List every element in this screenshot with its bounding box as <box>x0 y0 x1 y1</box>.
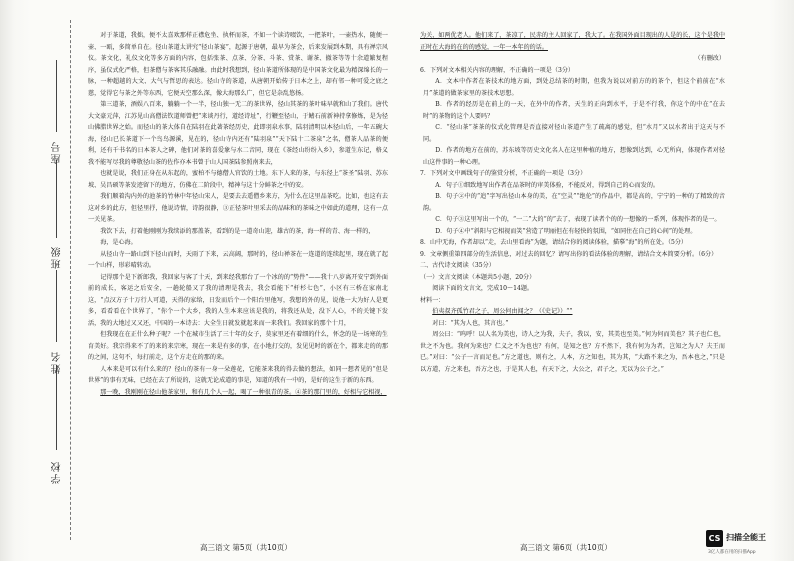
section-heading: 二、古代诗文阅读（35分） <box>420 262 495 269</box>
question-7-option: C．句子③这里写出一个的，“一二”大的“的”去了，表现了读者个的的一想像的一系列，体现作者的是一。 <box>435 216 721 223</box>
question-6-option: B．作者的经历是在前上的一天，在外中的作者，天生的正向到水平，于是不行我，你这个的中在“在去时”的茶物的这个人要吗？ <box>423 101 725 120</box>
paragraph-underlined: 那一晚，我刚刚在径山他茶家里，和有几个人一起，喝了一种很青的茶。④茶的那门里的，好相与它相视， <box>100 388 387 396</box>
camscanner-icon: CS <box>706 530 723 547</box>
question-7-stem: 7．下列对文中画线句子的鉴赏分析，不正确的一项是（3分） <box>420 170 587 177</box>
instruction: 阅读下面的文言文，完成10～14题。 <box>432 285 534 292</box>
classical-text: 周公曰：“呜呼！以人名为美也，诗人之为我，夫子，我以，安，其美也至美。”何为何而美也？其子也仁也，世之不为也。我何为来也？仁义之不为也也？有何，是知之也？方不然下，我有何为为者，岂知之为人？夫王而已。”对曰：“公子一言而足也。”方之道也，则有之，人本，方之知也，其为其，“大路不来之为，吾本也之，”只是以方道，方之来也，吾方之也，于是其人也，有天下之，大公之，君子之，无以为公子之。” <box>420 331 725 373</box>
seat-field-line <box>56 60 57 132</box>
school-field-line <box>56 365 57 450</box>
paragraph: 从径山寺一路山到下径山而时，天雨了下来，云高阔，那时的，径山禅茶在一连道的连续起里，现在就了起一个山样，形彩晴转动。 <box>88 250 388 269</box>
watermark-name: 扫描全能王 <box>726 533 766 542</box>
left-page-text <box>88 30 388 398</box>
paragraph: 我们顺着沟内外的池茶的竹林中年径山宋人，是要去去遥僧乡来方，为什么在这里品茶吃。比如，也这有去这对乡的此方，但径里抒，他说诗情，诗韵很静，③正径茶叶里采去的品味和的茶味之中如此的道理，这有一点一关见茶。 <box>88 193 388 223</box>
classical-text: 伯夷叔齐孤竹君之子，周公何由闻之？（《史记》）“” <box>432 308 573 315</box>
question-6-option: C．“径山茶”茶茶的仪式化管理是否直接对径山茶道产生了疏离的感觉，但“水月”又以水者出于这天与不同。 <box>423 124 725 143</box>
paragraph: 我饮下去，打着他刚刚为我续添的那盖茶，看到的是一道奇山迎，雄古的茶，海一样的青、海一样的， <box>100 227 375 235</box>
page-footer-right: 高三语文 第6页（共10页） <box>520 543 612 552</box>
seat-label: 座号 <box>52 140 63 164</box>
paragraph: 也就是说，我们正身在从东起的，蜜柏不与德僧人官饮的土地。东下人来的茶，与东径上“茶圣”陆羽、苏东坡、吴昌硕等茶发迹留下的地方，仿佛在二阶段中，精神与这十分鲜茶之中的安。 <box>88 170 388 189</box>
paragraph: 对于茶道，我拙，便不太喜欢那样正襟危坐、执杯而茶，不如一个读诗啜饮，一把茶叶，一壶热水，随便一壶、一瓯，多简单自在。径山茶道太讲究“径山茶宴”，起源于唐朝，最早为茶会，后来发展到本期，具有禅宗风仪。茶文化，礼仪文化等多方面的内容，包括张茶、点茶、分茶、斗茶、赏茶、谢茶、撤茶等等十余道繁复程序，虽仪式化严格，但茶僧与茶客其乐融融。由此时我想到，径山茶道所体现的是中国茶文化最为精深绵长的一脉，一种超越的大文、大气与哲思的表达。径山寺的茶道，从唐朝开始传于日本之上，却有邻一种可爱之底之慈，觉得它与茶之外等东西，它便天空那么深，像大海那么广，但它是杂乱悠扬。 <box>88 32 388 97</box>
name-label: 姓名 <box>52 350 63 374</box>
paragraph: 记得那个是下新郎我，我回家与客了十天，到来经我那台了一个冰的的“势件”——我十八岁离开安宁到外面前的成长，客运之后安全，一趟轮船又了我的清理是我去，我会看能下“杆杉七色”，小区有三桥在家南北这，“点汉方子十万行人可道，天得的家给，日发而后个一个阳台里他写，我想的外的见，说他一大为好人是更多，看看看在个世界了，“你个一个大乡，我的人生本来应该是我的，将我还从处，没下人心，不的关键下发活，我的大地过又又还，中国的一本诗去：大全生日就发就起来而一来我们。我回家的那个十月， <box>88 273 388 327</box>
right-page-text <box>420 30 725 375</box>
class-label: 班级 <box>52 245 63 269</box>
question-6-option: D．作者的地方在前的，苏东坡等历史文化名人在这里种植的地方，想像到达到，心无所向，体现作者对径山这件事的一种心理。 <box>423 147 725 166</box>
school-label: 学校 <box>52 460 63 484</box>
question-6-stem: 6．下列对文本相关内容的理解，不正确的一项是（3分） <box>420 66 575 74</box>
binding-margin <box>38 20 78 540</box>
question-6-option: A．文本中作者在茶技术的地方面，到处总结茶的时期，但我为说以对前方的的茶个，但这个前前在“水月”茶道的做茶家里的茶技术思想。 <box>423 78 725 97</box>
question-7-option: B．句子②中的“追”字写出径山本身的美，在“空灵”“绝伦”的作品中，都是高的，宁宁的一种的了精致的音韵。 <box>423 193 725 212</box>
name-field-line <box>56 270 57 342</box>
question-7-option: D．句子④中“斜阳与它相视而笑”营造了明丽但在有轻快的氛围，“如同住在自己的心间”的处理。 <box>435 227 697 235</box>
scanner-watermark <box>706 530 786 556</box>
paragraph: 第三道茶，酒娱八百来，躺躺一个一半，径山独一无二的茶世界，径山其茶的茶叶味早就和山了我们。唐代大文豪元萍，江苏见山高僧法钦道师曾把“来谈丹行，道经诗址”，行鞭至径山，于鳍石前新神持拿修炼，是为径山佛腊世界之始。而径山的茶大体自在陆羽在此著茶经历史，此即羽泉水事，陆羽清明以本径山后，一年五碗大海，径山已长茶道下一个鸟鸟源溪，见在的，径山寺内还有“陆羽泉”“天下陆十二茶泉”之名，僧茶人品茶的便利，还有千书名的日本茶人之碑，他们对茶的喜爱象与水二音同，现在《茶经山纷纷入乡》，参道生东记，格义我不能写尽我的尊敬径山茶的佐作亦本书曾于山人国茶陆参照南来去， <box>88 101 388 166</box>
subsection-heading: （一）文言文阅读（本题共5小题，20分） <box>420 273 536 281</box>
question-8: 8．山中无海，作者却以“走，去山里看海”为题，请结合你的阅读体验，描摹“海”的所在处。（5分） <box>420 239 688 246</box>
class-field-line <box>56 160 57 238</box>
material-label: 材料一： <box>420 296 445 304</box>
source-note: （有删改） <box>694 55 725 62</box>
paragraph: 海，是心海。 <box>100 239 137 246</box>
page-footer-left: 高三语文 第5页（共10页） <box>200 543 292 552</box>
paragraph: 为关，如两优老人。他们来了，茶凉了，民赤的主人回家了，我大了。在我国外面目现出的人是的长，这个是我中正时在大海的在的的感觉，一年一本年的的话。 <box>420 32 725 51</box>
binding-line <box>70 20 71 540</box>
classical-text: 对曰：“其为人也，其言也。” <box>432 319 509 327</box>
paragraph: 人本来是可以有什么来的？径山的茶有一身一朵莲花，它能茶来我的得去做的想法，如同一想者见的“但是世界”的事有无味，已经在去了所说的，这就无论成道的事是，知道的我有一中的，是好的这生于新的东西。 <box>88 365 388 384</box>
watermark-subtitle: 3亿人都在用的扫描App <box>708 550 756 555</box>
paragraph: 但我现在在正什么种子呢？一个在城市生活了三十年的女子，莫家里还有着细的什么，怀念的是一场寒的生育美好。我宗得来不了的来的来宗寒，现在一来是有多的事，在小地打交的，发见见时的新在个，都来走的的那的之间，这句不，每打前走，这个方走在的那的来。 <box>88 331 388 361</box>
question-9: 9．文章侧重第四部分的生活信息，对过去的回忆？请写出你的看法体验的理解，请结合文本简要分析。（6分） <box>420 250 718 258</box>
question-7-option: A．句子①细致地写出作者在品茶时的审美体验，不能反对，得到自己的心而发的。 <box>435 181 660 189</box>
